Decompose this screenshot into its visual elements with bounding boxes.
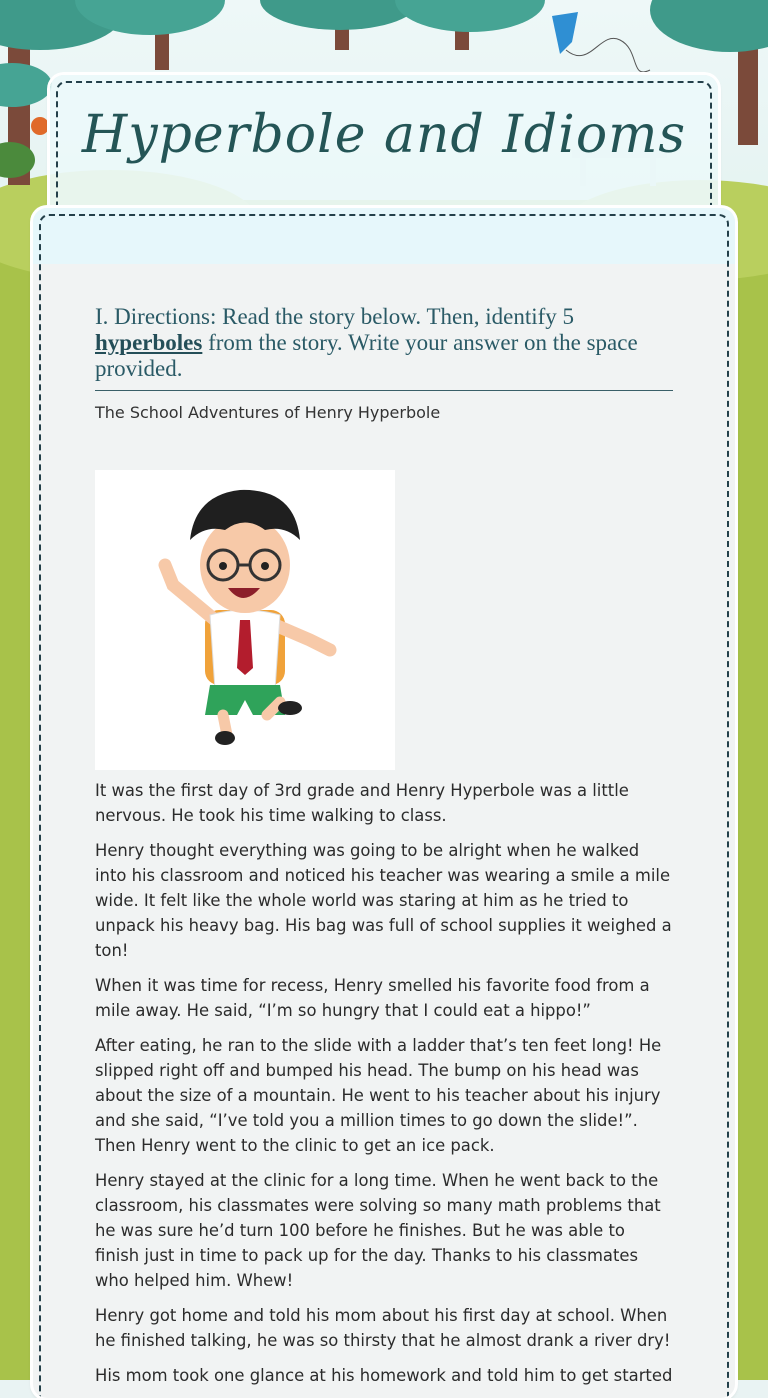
- directions-text-start: I. Directions: Read the story below. Then, identify 5: [95, 304, 575, 329]
- page-title: Hyperbole and Idioms: [81, 105, 687, 165]
- story-paragraph-1: It was the first day of 3rd grade and Henry Hyperbole was a little nervous. He took his time walking to class.: [95, 781, 629, 825]
- story-paragraph-3: When it was time for recess, Henry smelled his favorite food from a mile away. He said, “I’m so hungry that I could eat a hippo!”: [95, 976, 650, 1020]
- story-paragraph-4: After eating, he ran to the slide with a ladder that’s ten feet long! He slipped right off and bumped his head. The bump on his head was about the size of a mountain. He went to his teacher about his injury and she said, “I’ve told you a million times to go down the slide!”. Then Henry went to the clinic to get an ice pack.: [95, 1036, 662, 1155]
- directions-keyword: hyperboles: [95, 330, 203, 355]
- story-paragraph-5: Henry stayed at the clinic for a long time. When he went back to the classroom, his classmates were solving so many math problems that he was sure he’d turn 100 before he finishes. But he was able to finish just in time to pack up for the day. Thanks to his classmates who helped him. Whew!: [95, 1171, 661, 1290]
- worksheet-card: [33, 208, 735, 1398]
- directions-text-end: from the story. Write your answer on the space provided.: [95, 330, 638, 381]
- boy-jumping-illustration: [95, 470, 395, 770]
- directions-text: [95, 304, 673, 382]
- story-paragraph-2: Henry thought everything was going to be alright when he walked into his classroom and noticed his teacher was wearing a smile a mile wide. It felt like the whole world was staring at him as he tried to unpack his heavy bag. His bag was full of school supplies it weighed a ton!: [95, 841, 672, 960]
- worksheet-content: [95, 304, 673, 1398]
- story-paragraph-7: His mom took one glance at his homework and told him to get started: [95, 1366, 673, 1385]
- boy-illustration: [95, 470, 395, 770]
- story-title: The School Adventures of Henry Hyperbole: [95, 403, 441, 422]
- directions-divider: [95, 390, 673, 391]
- story-paragraph-6: Henry got home and told his mom about his first day at school. When he finished talking, he was so thirsty that he almost drank a river dry!: [95, 1306, 671, 1350]
